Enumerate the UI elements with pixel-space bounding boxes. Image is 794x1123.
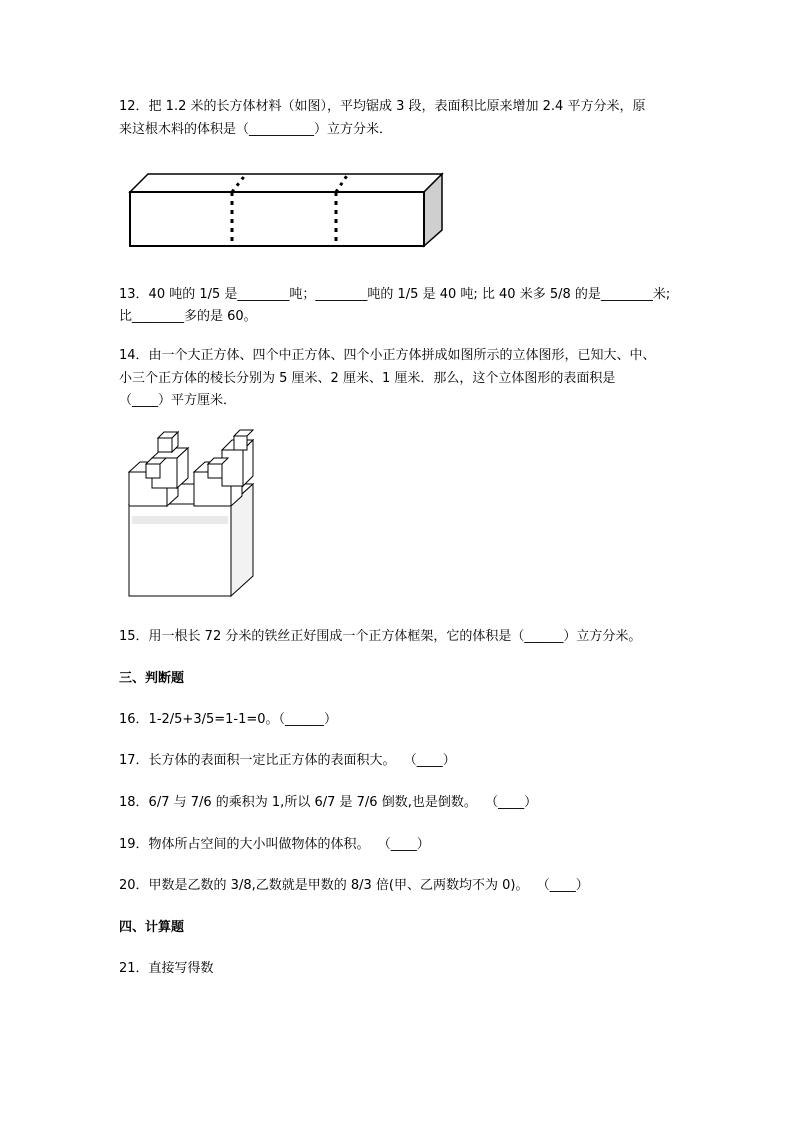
q14-line-2: 小三个正方体的棱长分别为 5 厘米、2 厘米、1 厘米．那么，这个立体图形的表面积是 bbox=[119, 371, 616, 386]
stacked-cubes-figure bbox=[126, 428, 258, 600]
question-21: 21．直接写得数 bbox=[119, 961, 214, 976]
q12-line-2: 来这根木料的体积是（__________）立方分米． bbox=[119, 122, 393, 137]
q14-line-1: 14．由一个大正方体、四个中正方体、四个小正方体拼成如图所示的立体图形，已知大、中、 bbox=[119, 348, 656, 363]
question-17: 17．长方体的表面积一定比正方体的表面积大。 （____） bbox=[119, 753, 456, 768]
section-heading-calculation: 四、计算题 bbox=[119, 920, 185, 935]
question-19: 19．物体所占空间的大小叫做物体的体积。 （____） bbox=[119, 837, 430, 852]
question-16: 16．1-2/5+3/5=1-1=0。（______） bbox=[119, 712, 338, 727]
q13-line-2: 比________多的是 60。 bbox=[119, 309, 257, 324]
q12-line-1: 12．把 1.2 米的长方体材料（如图），平均锯成 3 段，表面积比原来增加 2.4 平方分米，原 bbox=[119, 99, 646, 114]
question-15: 15．用一根长 72 分米的铁丝正好围成一个正方体框架，它的体积是（______）立方分米。 bbox=[119, 629, 642, 644]
section-heading-judgment: 三、判断题 bbox=[119, 671, 185, 686]
cuboid-figure bbox=[128, 170, 444, 250]
q14-line-3: （____）平方厘米． bbox=[119, 393, 237, 408]
question-20: 20．甲数是乙数的 3/8,乙数就是甲数的 8/3 倍(甲、乙两数均不为 0)。 （____） bbox=[119, 878, 589, 893]
question-18: 18．6/7 与 7/6 的乘积为 1,所以 6/7 是 7/6 倒数,也是倒数。 （____） bbox=[119, 795, 538, 810]
q13-line-1: 13．40 吨的 1/5 是________吨；________吨的 1/5 是 40 吨; 比 40 米多 5/8 的是________米; bbox=[119, 287, 671, 302]
